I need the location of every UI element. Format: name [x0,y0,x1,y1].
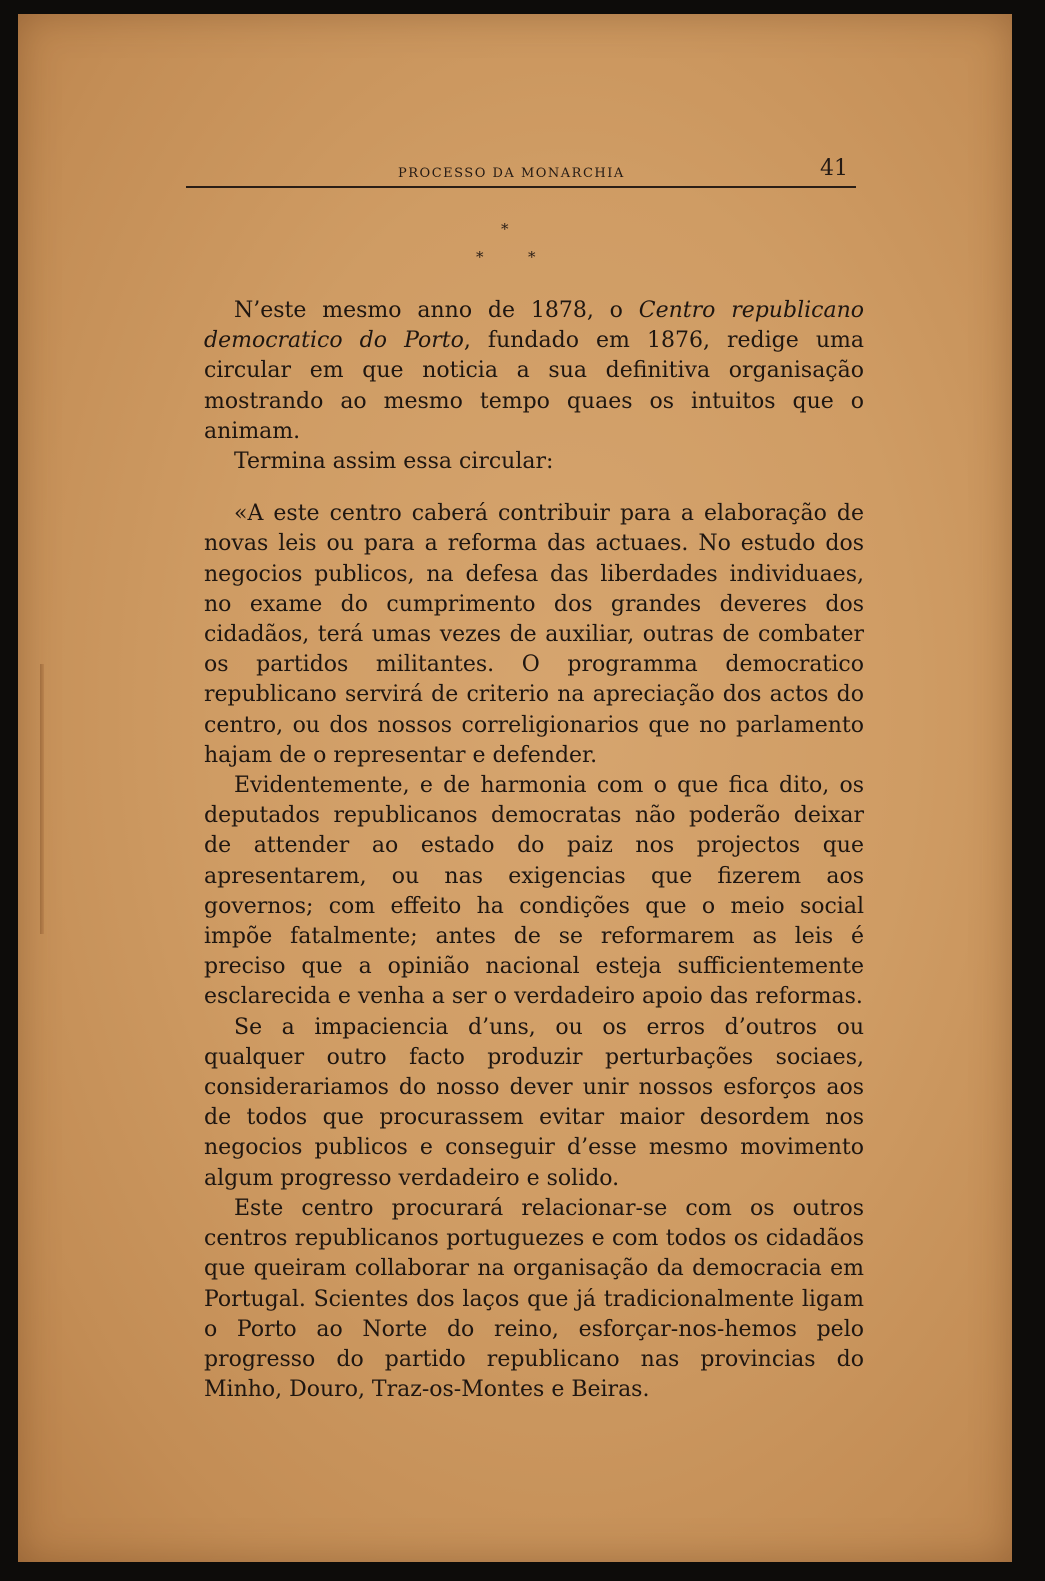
paragraph-lead-in: Termina assim essa circular: [234,449,554,475]
quote-paragraph-2: Evidentemente, e de harmonia com o que fica dito, os deputados republicanos democratas não poderão deixar de attender ao estado do paiz nos projectos que apresentarem, ou nas exigencias que fizerem aos governos; com effeito ha condições que o meio social impõe fatalmente; antes de se reformarem as leis é preciso que a opinião nacional esteja sufficientemente esclarecida e venha a ser o verdadeiro apoio das reformas. [204,773,864,1010]
asterism-star: * [501,220,509,238]
quote-paragraph-1: «A este centro caberá contribuir para a elaboração de novas leis ou para a reforma das actuaes. No estudo dos negocios publicos, na defesa das liberdades individuaes, no exame do cumprimento dos grandes deveres dos cidadãos, terá umas vezes de auxiliar, outras de combater os partidos militantes. O programma democratico republicano servirá de criterio na apreciação dos actos do centro, ou dos nossos correligionarios que no parlamento hajam de o representar e defender. [204,501,864,768]
quote-paragraph-4: Este centro procurará relacionar-se com os outros centros republicanos portuguezes e com todos os cidadãos que queiram collaborar na organisação da democracia em Portugal. Scientes dos laços que já tradicionalmente ligam o Porto ao Norte do reino, esforçar-nos-hemos pelo progresso do partido republicano nas provincias do Minho, Douro, Traz-os-Montes e Beiras. [204,1195,864,1403]
asterism-star: * [476,248,484,266]
running-title: PROCESSO DA MONARCHIA [398,166,625,181]
asterism-divider [473,220,553,270]
paragraph-intro-start: N’este mesmo anno de 1878, o [234,298,639,323]
book-page [18,14,1012,1562]
asterism-star: * [528,248,536,266]
running-header [186,152,856,188]
body-text [204,296,864,1405]
organization-name: Centro republicano democratico do Porto [204,298,864,354]
paragraph-intro-end: , fundado em 1876, redige uma circular em que noticia a sua definitiva organisação mostrando ao mesmo tempo quaes os intuitos que o animam. [204,328,865,444]
paragraph-intro [204,296,864,447]
page-number: 41 [820,156,848,181]
binding-edge [40,664,44,934]
quote-paragraph-3: Se a impaciencia d’uns, ou os erros d’outros ou qualquer outro facto produzir perturbações sociaes, considerariamos do nosso dever unir nossos esforços aos de todos que procurassem evitar maior desordem nos negocios publicos e conseguir d’esse mesmo movimento algum progresso verdadeiro e solido. [204,1014,864,1191]
